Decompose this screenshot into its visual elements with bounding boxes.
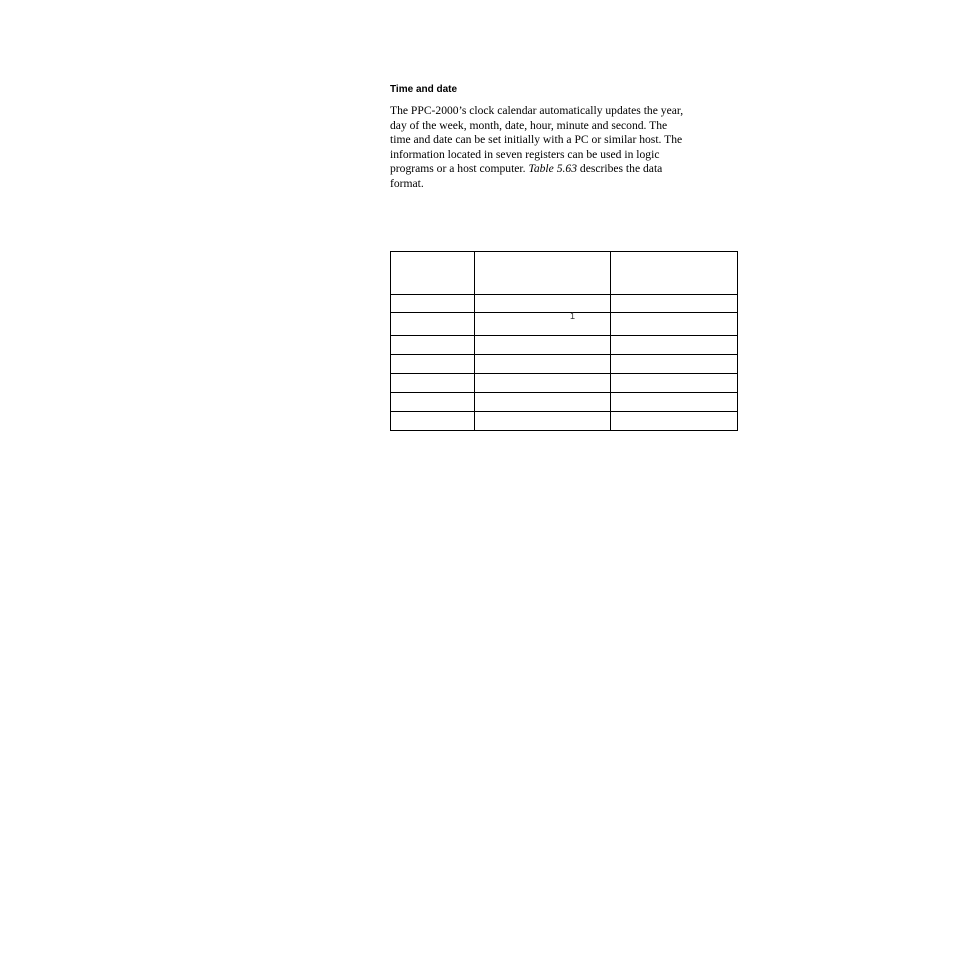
- table-cell: [611, 295, 738, 313]
- paragraph-line: day of the week, month, date, hour, minute and second. The: [390, 118, 668, 132]
- table-cell: [391, 355, 475, 374]
- table-cell: [475, 336, 611, 355]
- paragraph-line: format.: [390, 176, 424, 190]
- table-header-cell: [475, 252, 611, 295]
- table-row: [391, 412, 738, 431]
- table-reference: Table 5.63: [528, 162, 577, 175]
- section-heading: Time and date: [390, 84, 458, 95]
- table-cell: [391, 374, 475, 393]
- table-cell: [391, 412, 475, 431]
- paragraph-line: time and date can be set initially with a PC or similar host. The: [390, 133, 683, 146]
- table-header-cell: [611, 252, 738, 295]
- table-cell: [391, 295, 475, 313]
- table-row: [391, 393, 738, 412]
- table-cell: [475, 295, 611, 313]
- table-cell: [611, 355, 738, 374]
- table-row: [391, 374, 738, 393]
- table-cell: [391, 336, 475, 355]
- table-row: [391, 355, 738, 374]
- paragraph-line: [390, 162, 740, 177]
- paragraph-line: information located in seven registers can be used in logic: [390, 147, 660, 161]
- table-cell: [611, 313, 738, 336]
- table-cell: [611, 412, 738, 431]
- table-cell: [391, 313, 475, 336]
- table-row: [391, 295, 738, 313]
- table-header-cell: [391, 252, 475, 295]
- table-cell: [475, 393, 611, 412]
- paragraph-text: programs or a host computer.: [390, 162, 529, 175]
- table-cell: [391, 393, 475, 412]
- table-cell: [475, 374, 611, 393]
- table-cell: [475, 355, 611, 374]
- table-cell: [611, 393, 738, 412]
- paragraph-line: The PPC-2000’s clock calendar automatically updates the year,: [390, 104, 684, 117]
- time-date-register-table: [390, 251, 738, 431]
- table-cell: [475, 310, 611, 336]
- table-cell: [611, 336, 738, 355]
- table-row: [391, 313, 738, 336]
- footnote-mark: 1: [570, 310, 576, 321]
- table-header-row: [391, 252, 738, 295]
- table-cell: [475, 412, 611, 431]
- table-row: [391, 336, 738, 355]
- paragraph-text: describes the data: [577, 162, 663, 175]
- table-cell: [611, 374, 738, 393]
- body-paragraph: [390, 104, 740, 191]
